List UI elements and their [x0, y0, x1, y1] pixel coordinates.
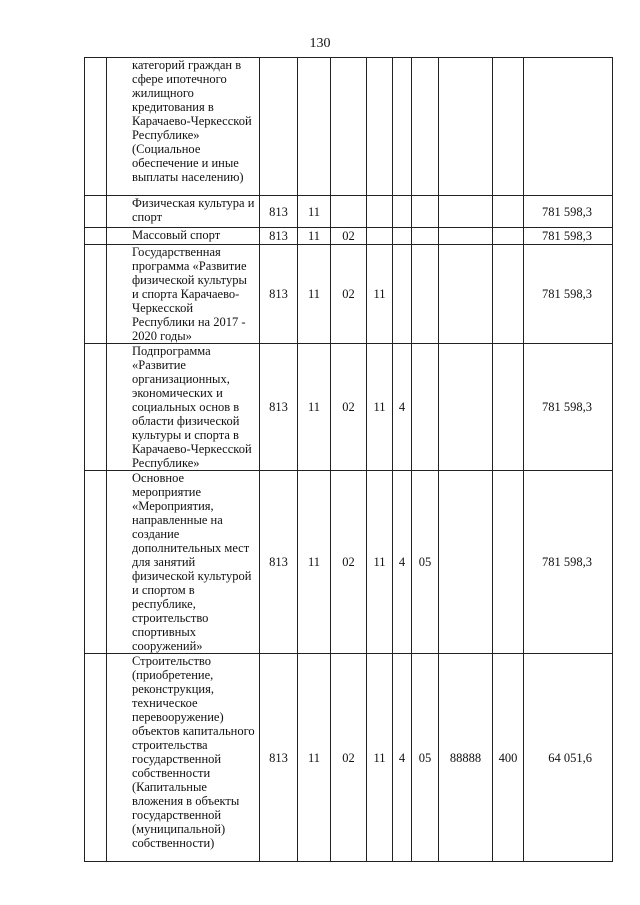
row-amount-cell: 781 598,3 [524, 471, 613, 654]
row-cs2-cell: 4 [393, 654, 412, 862]
table-row [85, 471, 613, 654]
row-cs1-cell [367, 58, 393, 196]
budget-table [84, 57, 613, 862]
row-cs1-cell [367, 228, 393, 245]
table-row [85, 344, 613, 471]
page-number: 130 [309, 36, 331, 51]
row-vr-cell [493, 58, 524, 196]
row-cs3-cell [412, 228, 439, 245]
row-name-cell: категорий граждан в сфере ипотечного жилищного кредитования в Карачаево-Черкесской Республике» (Социальное обеспечение и иные выплаты населению) [107, 58, 260, 196]
row-cs1-cell: 11 [367, 471, 393, 654]
row-name-cell: Государственная программа «Развитие физической культуры и спорта Карачаево-Черкесской Республики на 2017 - 2020 годы» [107, 245, 260, 344]
table-row [85, 245, 613, 344]
table-row [85, 228, 613, 245]
row-rz-cell: 11 [298, 471, 331, 654]
row-rz-cell: 11 [298, 196, 331, 228]
row-cs1-cell [367, 196, 393, 228]
row-cs4-cell [439, 471, 493, 654]
row-name-cell: Строительство (приобретение, реконструкция, техническое перевооружение) объектов капитального строительства государственной собственности (Капитальные вложения в объекты государственной (муниципальной) собственности) [107, 654, 260, 862]
row-cs3-cell: 05 [412, 471, 439, 654]
row-rz-cell: 11 [298, 654, 331, 862]
row-cs4-cell [439, 245, 493, 344]
row-vr-cell [493, 245, 524, 344]
row-cs3-cell [412, 58, 439, 196]
row-rz-cell [298, 58, 331, 196]
row-margin-cell [85, 58, 107, 196]
row-cs2-cell: 4 [393, 471, 412, 654]
row-margin-cell [85, 245, 107, 344]
row-amount-cell: 781 598,3 [524, 245, 613, 344]
row-name-cell: Массовый спорт [107, 228, 260, 245]
row-amount-cell: 781 598,3 [524, 344, 613, 471]
row-pr-cell: 02 [331, 654, 367, 862]
row-margin-cell [85, 344, 107, 471]
table-row [85, 58, 613, 196]
row-gr-cell: 813 [260, 228, 298, 245]
row-vr-cell [493, 196, 524, 228]
row-margin-cell [85, 196, 107, 228]
row-cs3-cell [412, 245, 439, 344]
row-cs2-cell [393, 245, 412, 344]
row-name-cell: Подпрограмма «Развитие организационных, экономических и социальных основ в области физической культуры и спорта в Карачаево-Черкесской Республике» [107, 344, 260, 471]
row-cs1-cell: 11 [367, 245, 393, 344]
row-amount-cell: 781 598,3 [524, 228, 613, 245]
row-pr-cell: 02 [331, 245, 367, 344]
row-cs3-cell: 05 [412, 654, 439, 862]
row-cs4-cell [439, 228, 493, 245]
row-gr-cell: 813 [260, 471, 298, 654]
row-gr-cell: 813 [260, 654, 298, 862]
row-cs4-cell [439, 196, 493, 228]
table-row [85, 196, 613, 228]
row-cs2-cell [393, 196, 412, 228]
row-cs4-cell [439, 58, 493, 196]
row-pr-cell: 02 [331, 228, 367, 245]
row-rz-cell: 11 [298, 228, 331, 245]
row-cs2-cell [393, 58, 412, 196]
row-vr-cell [493, 228, 524, 245]
row-cs1-cell: 11 [367, 654, 393, 862]
row-cs1-cell: 11 [367, 344, 393, 471]
row-pr-cell: 02 [331, 471, 367, 654]
row-cs2-cell [393, 228, 412, 245]
row-margin-cell [85, 654, 107, 862]
row-cs3-cell [412, 344, 439, 471]
row-gr-cell: 813 [260, 245, 298, 344]
row-pr-cell [331, 196, 367, 228]
row-amount-cell: 64 051,6 [524, 654, 613, 862]
row-vr-cell [493, 344, 524, 471]
row-amount-cell [524, 58, 613, 196]
row-cs4-cell: 88888 [439, 654, 493, 862]
table-row [85, 654, 613, 862]
row-cs2-cell: 4 [393, 344, 412, 471]
row-name-cell: Физическая культура и спорт [107, 196, 260, 228]
row-margin-cell [85, 471, 107, 654]
row-amount-cell: 781 598,3 [524, 196, 613, 228]
row-pr-cell: 02 [331, 344, 367, 471]
row-gr-cell [260, 58, 298, 196]
row-cs3-cell [412, 196, 439, 228]
row-margin-cell [85, 228, 107, 245]
row-name-cell: Основное мероприятие «Мероприятия, направленные на создание дополнительных мест для занятий физической культурой и спортом в республике, строительство спортивных сооружений» [107, 471, 260, 654]
row-pr-cell [331, 58, 367, 196]
row-gr-cell: 813 [260, 344, 298, 471]
row-cs4-cell [439, 344, 493, 471]
row-rz-cell: 11 [298, 344, 331, 471]
row-gr-cell: 813 [260, 196, 298, 228]
row-rz-cell: 11 [298, 245, 331, 344]
row-vr-cell: 400 [493, 654, 524, 862]
row-vr-cell [493, 471, 524, 654]
